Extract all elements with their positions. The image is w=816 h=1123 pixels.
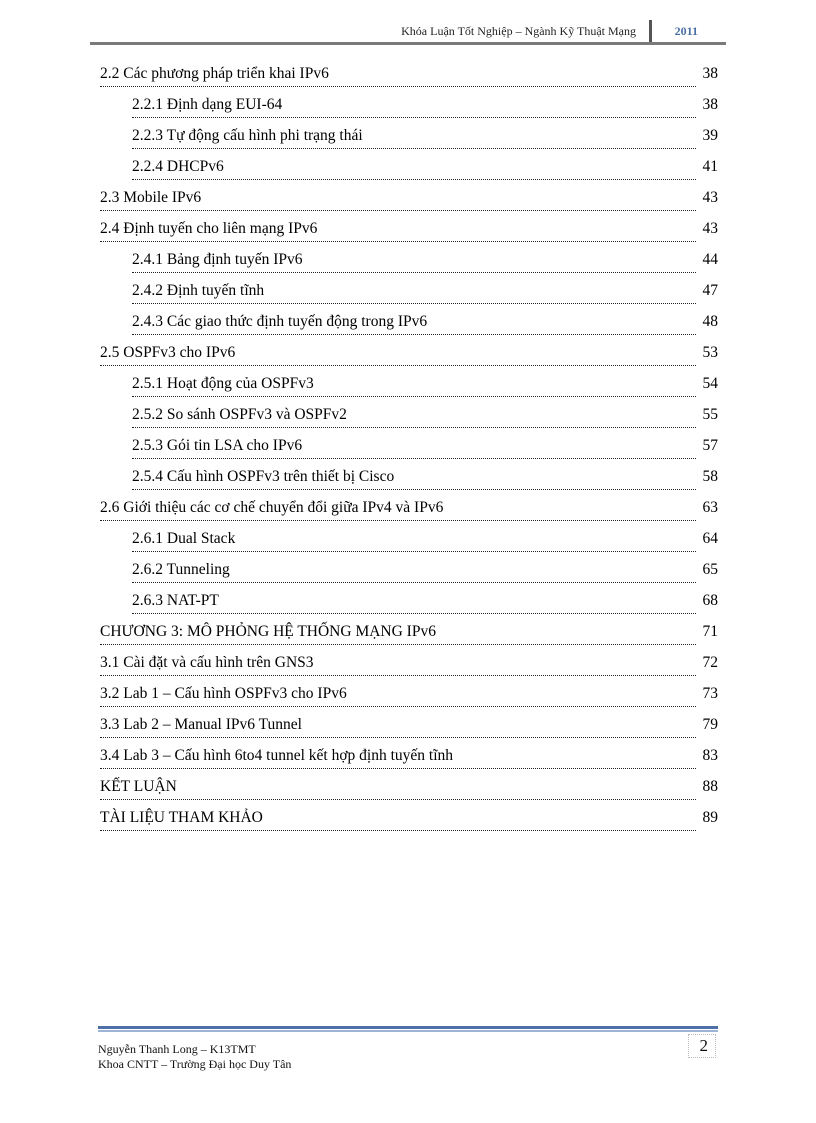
toc-entry-page: 38 [701, 62, 719, 86]
toc-entry-title: 2.6 Giới thiệu các cơ chế chuyển đổi giữa IPv4 và IPv6 [100, 499, 444, 516]
toc-entry[interactable] [100, 682, 718, 713]
toc-leader-dots [100, 519, 696, 521]
toc-leader-dots [132, 457, 696, 459]
toc-entry-page: 73 [701, 682, 719, 706]
toc-entry[interactable] [100, 744, 718, 775]
toc-entry[interactable] [100, 496, 718, 527]
toc-entry-title: 2.2.3 Tự động cấu hình phi trạng thái [132, 127, 363, 144]
toc-entry-title: CHƯƠNG 3: MÔ PHỎNG HỆ THỐNG MẠNG IPv6 [100, 623, 436, 640]
toc-entry-page: 55 [701, 403, 719, 427]
toc-leader-dots [100, 209, 696, 211]
toc-entry-title: 2.6.3 NAT-PT [132, 592, 219, 609]
toc-entry[interactable] [100, 620, 718, 651]
toc-entry-title: 2.2 Các phương pháp triển khai IPv6 [100, 65, 329, 82]
toc-entry-title: 2.5.4 Cấu hình OSPFv3 trên thiết bị Cisco [132, 468, 395, 485]
toc-leader-dots [100, 643, 696, 645]
toc-entry[interactable] [100, 217, 718, 248]
toc-entry[interactable] [132, 372, 718, 403]
toc-entry-title: 2.4.3 Các giao thức định tuyến động trong IPv6 [132, 313, 428, 330]
toc-leader-dots [132, 116, 696, 118]
toc-entry-page: 65 [701, 558, 719, 582]
toc-entry-title: TÀI LIỆU THAM KHẢO [100, 809, 263, 826]
footer-rule [98, 1026, 718, 1029]
toc-entry-title: 2.5.1 Hoạt động của OSPFv3 [132, 375, 314, 392]
toc-entry-title: 2.4.2 Định tuyến tĩnh [132, 282, 265, 299]
page-number: 2 [699, 1036, 708, 1055]
toc-entry[interactable] [132, 93, 718, 124]
toc-entry-title: KẾT LUẬN [100, 778, 177, 795]
toc-entry[interactable] [100, 186, 718, 217]
toc-leader-dots [100, 85, 696, 87]
toc-leader-dots [100, 674, 696, 676]
toc-leader-dots [100, 240, 696, 242]
toc-entry[interactable] [132, 434, 718, 465]
toc-entry-title: 2.6.1 Dual Stack [132, 530, 236, 547]
toc-entry-title: 3.3 Lab 2 – Manual IPv6 Tunnel [100, 716, 302, 733]
toc-entry-title: 2.5.3 Gói tin LSA cho IPv6 [132, 437, 303, 454]
toc-entry-page: 68 [701, 589, 719, 613]
header-separator [649, 20, 652, 44]
table-of-contents [100, 62, 718, 837]
toc-entry-title: 3.2 Lab 1 – Cấu hình OSPFv3 cho IPv6 [100, 685, 347, 702]
toc-entry[interactable] [132, 279, 718, 310]
toc-entry-title: 3.4 Lab 3 – Cấu hình 6to4 tunnel kết hợp định tuyến tĩnh [100, 747, 454, 764]
toc-entry-page: 88 [701, 775, 719, 799]
toc-entry[interactable] [132, 589, 718, 620]
toc-leader-dots [132, 581, 696, 583]
toc-leader-dots [132, 395, 696, 397]
toc-leader-dots [100, 798, 696, 800]
toc-entry-page: 39 [701, 124, 719, 148]
footer-institution: Khoa CNTT – Trường Đại học Duy Tân [98, 1057, 292, 1071]
toc-entry-page: 38 [701, 93, 719, 117]
toc-entry-page: 44 [701, 248, 719, 272]
footer-rule-light [98, 1030, 718, 1032]
footer-author: Nguyễn Thanh Long – K13TMT [98, 1042, 256, 1056]
toc-entry-page: 79 [701, 713, 719, 737]
toc-entry-page: 64 [701, 527, 719, 551]
toc-entry-title: 2.6.2 Tunneling [132, 561, 230, 578]
header-title: Khóa Luận Tốt Nghiệp – Ngành Kỹ Thuật Mạng [401, 24, 636, 38]
toc-leader-dots [132, 178, 696, 180]
toc-entry-page: 83 [701, 744, 719, 768]
toc-entry-page: 41 [701, 155, 719, 179]
toc-entry-title: 2.5.2 So sánh OSPFv3 và OSPFv2 [132, 406, 347, 423]
toc-entry[interactable] [132, 310, 718, 341]
toc-entry-title: 2.2.1 Định dạng EUI-64 [132, 96, 283, 113]
toc-leader-dots [132, 333, 696, 335]
toc-entry[interactable] [132, 558, 718, 589]
toc-entry[interactable] [100, 806, 718, 837]
toc-entry-page: 43 [701, 217, 719, 241]
toc-entry[interactable] [100, 651, 718, 682]
toc-entry[interactable] [100, 775, 718, 806]
toc-entry[interactable] [132, 527, 718, 558]
toc-entry[interactable] [132, 465, 718, 496]
toc-leader-dots [100, 364, 696, 366]
toc-entry-page: 54 [701, 372, 719, 396]
footer-info [98, 1042, 291, 1072]
toc-entry-page: 63 [701, 496, 719, 520]
toc-entry[interactable] [100, 713, 718, 744]
toc-entry-page: 72 [701, 651, 719, 675]
toc-leader-dots [132, 612, 696, 614]
toc-entry-page: 47 [701, 279, 719, 303]
toc-entry-title: 2.2.4 DHCPv6 [132, 158, 224, 175]
toc-entry-page: 71 [701, 620, 719, 644]
toc-entry-title: 2.4.1 Bảng định tuyến IPv6 [132, 251, 303, 268]
toc-entry-page: 58 [701, 465, 719, 489]
toc-entry[interactable] [100, 62, 718, 93]
toc-leader-dots [132, 550, 696, 552]
toc-leader-dots [132, 271, 696, 273]
toc-leader-dots [132, 426, 696, 428]
toc-leader-dots [100, 767, 696, 769]
toc-entry-page: 57 [701, 434, 719, 458]
toc-leader-dots [132, 302, 696, 304]
toc-entry-page: 53 [701, 341, 719, 365]
toc-leader-dots [132, 147, 696, 149]
toc-entry-page: 89 [701, 806, 719, 830]
header-year: 2011 [674, 24, 698, 38]
toc-entry-title: 2.5 OSPFv3 cho IPv6 [100, 344, 236, 361]
toc-entry[interactable] [132, 403, 718, 434]
toc-leader-dots [100, 829, 696, 831]
page-header [90, 20, 724, 44]
toc-entry[interactable] [132, 124, 718, 155]
header-rule [90, 42, 726, 45]
toc-entry[interactable] [132, 155, 718, 186]
toc-entry-title: 3.1 Cài đặt và cấu hình trên GNS3 [100, 654, 314, 671]
toc-entry[interactable] [100, 341, 718, 372]
toc-leader-dots [100, 705, 696, 707]
toc-entry-title: 2.4 Định tuyến cho liên mạng IPv6 [100, 220, 318, 237]
toc-entry[interactable] [132, 248, 718, 279]
toc-entry-page: 43 [701, 186, 719, 210]
toc-leader-dots [100, 736, 696, 738]
toc-entry-title: 2.3 Mobile IPv6 [100, 189, 202, 206]
toc-leader-dots [132, 488, 696, 490]
toc-entry-page: 48 [701, 310, 719, 334]
